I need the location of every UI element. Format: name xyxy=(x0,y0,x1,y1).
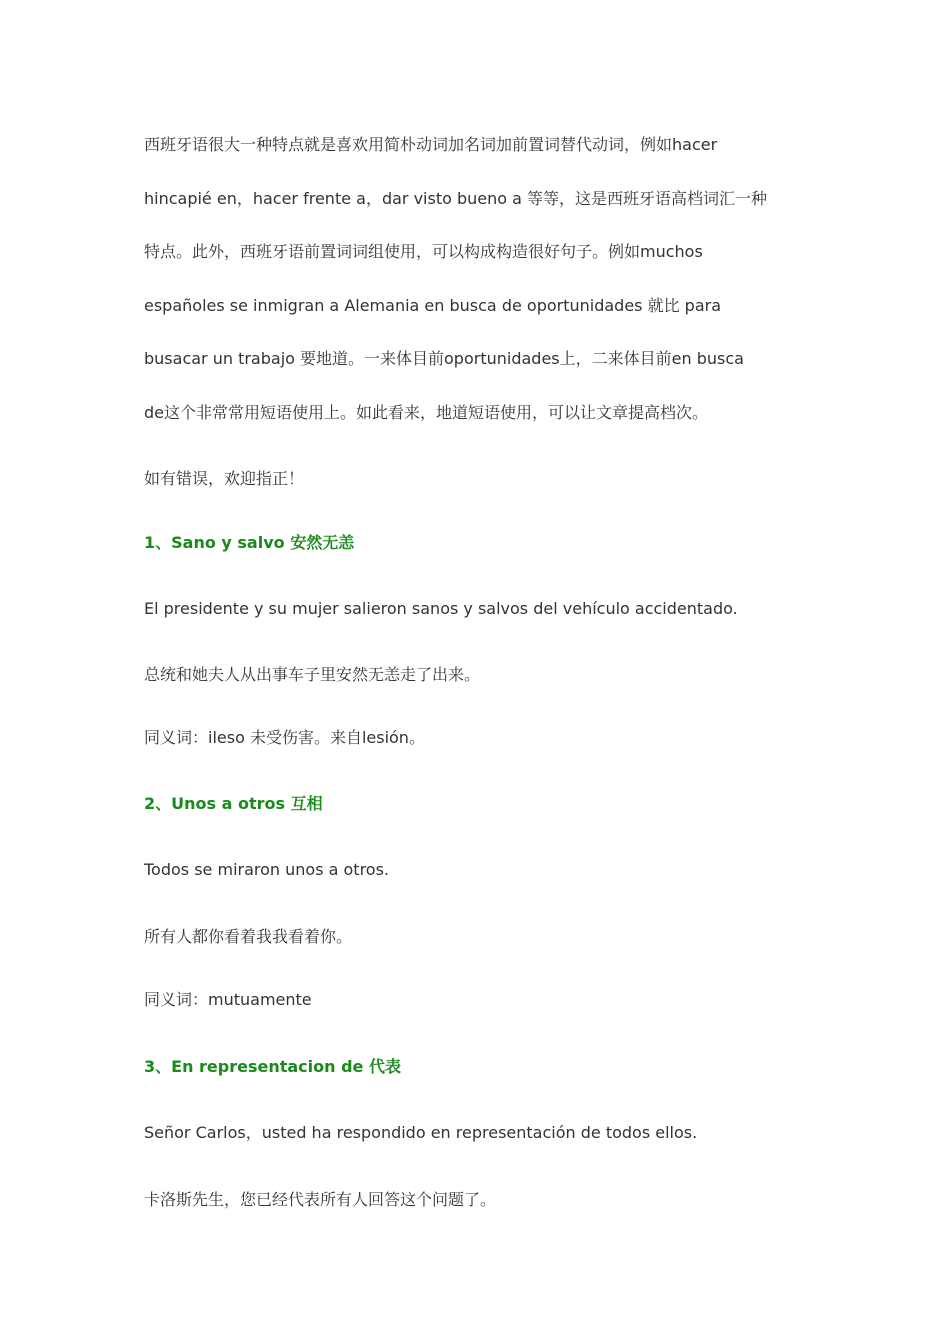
example-chinese-1: 总统和她夫人从出事车子里安然无恙走了出来。 xyxy=(144,664,481,684)
intro-line: busacar un trabajo 要地道。一来体目前oportunidades上，二来体目前en busca xyxy=(144,349,744,369)
synonym-note-2: 同义词：mutuamente xyxy=(144,989,312,1009)
intro-line: hincapié en，hacer frente a，dar visto bueno a 等等，这是西班牙语高档词汇一种 xyxy=(144,188,768,208)
example-spanish-3: Señor Carlos，usted ha respondido en representación de todos ellos. xyxy=(144,1122,698,1142)
section-heading-1: 1、Sano y salvo 安然无恙 xyxy=(144,532,355,552)
intro-paragraph xyxy=(144,118,804,440)
intro-line: españoles se inmigran a Alemania en busca de oportunidades 就比 para xyxy=(144,295,722,315)
intro-line: de这个非常常用短语使用上。如此看来，地道短语使用，可以让文章提高档次。 xyxy=(144,402,709,422)
intro-line: 特点。此外，西班牙语前置词词组使用，可以构成构造很好句子。例如muchos xyxy=(144,242,703,262)
correction-note: 如有错误，欢迎指正！ xyxy=(144,468,305,488)
document-page xyxy=(144,118,804,1212)
section-heading-2: 2、Unos a otros 互相 xyxy=(144,793,323,813)
synonym-note-1: 同义词：ileso 未受伤害。来自lesión。 xyxy=(144,727,425,747)
example-spanish-1: El presidente y su mujer salieron sanos y salvos del vehículo accidentado. xyxy=(144,598,738,618)
section-heading-3: 3、En representacion de 代表 xyxy=(144,1056,401,1076)
intro-line: 西班牙语很大一种特点就是喜欢用简朴动词加名词加前置词替代动词，例如hacer xyxy=(144,135,718,154)
example-chinese-3: 卡洛斯先生，您已经代表所有人回答这个问题了。 xyxy=(144,1189,497,1209)
example-spanish-2: Todos se miraron unos a otros. xyxy=(144,859,390,879)
example-chinese-2: 所有人都你看着我我看着你。 xyxy=(144,926,353,946)
